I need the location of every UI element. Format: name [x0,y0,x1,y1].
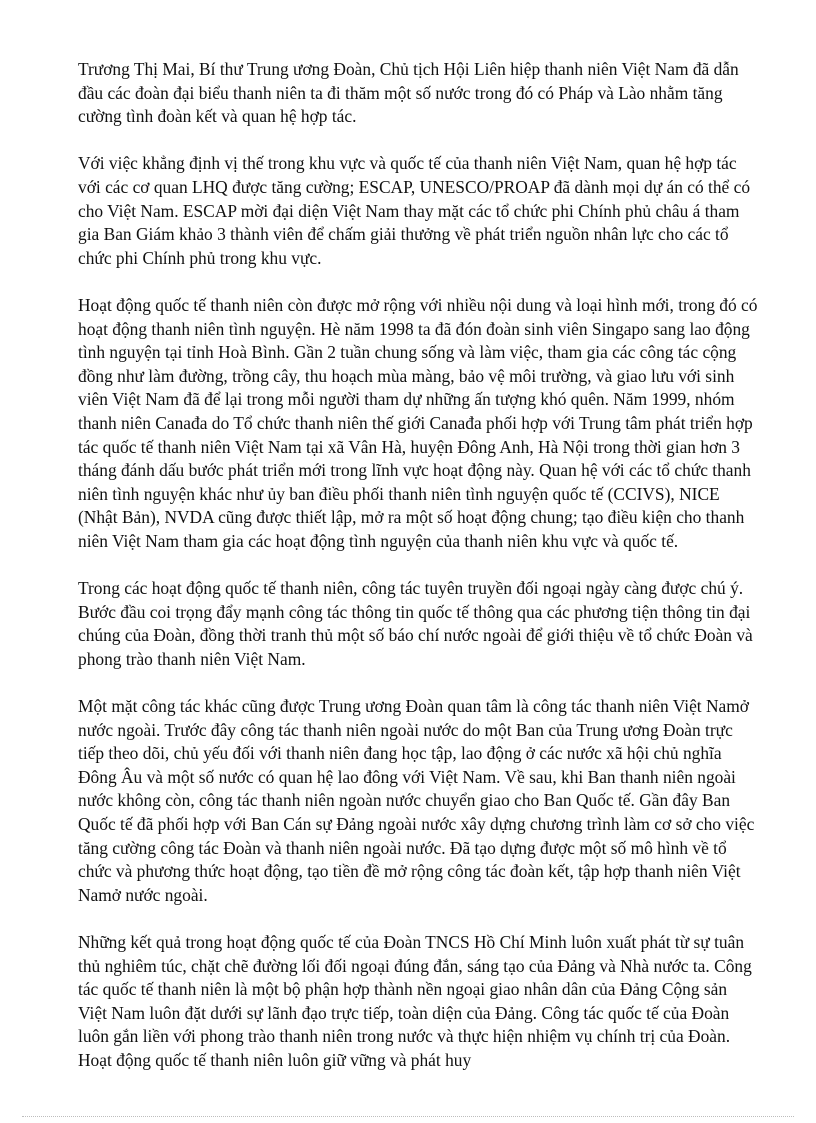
paragraph-1: Trương Thị Mai, Bí thư Trung ương Đoàn, Chủ tịch Hội Liên hiệp thanh niên Việt Nam đã dẫn đầu các đoàn đại biểu thanh niên ta đi thăm một số nước trong đó có Pháp và Lào nhằm tăng cường tình đoàn kết và quan hệ hợp tác. [78,59,739,127]
paragraph-5: Một mặt công tác khác cũng được Trung ương Đoàn quan tâm là công tác thanh niên Việt Namở nước ngoài. Trước đây công tác thanh niên ngoài nước do một Ban của Trung ương Đoàn trực tiếp theo dõi, chủ yếu đối với thanh niên đang học tập, lao động ở các nước xã hội chủ nghĩa Đông Âu và một số nước có quan hệ lao đông với Việt Nam. Về sau, khi Ban thanh niên ngoài nước không còn, công tác thanh niên ngoàn nước chuyển giao cho Ban Quốc tế. Gần đây Ban Quốc tế đã phối hợp với Ban Cán sự Đảng ngoài nước xây dựng chương trình làm cơ sở cho việc tăng cường công tác Đoàn và thanh niên ngoài nước. Đã tạo dựng được một số mô hình về tổ chức và phương thức hoạt động, tạo tiền đề mở rộng công tác đoàn kết, tập hợp thanh niên Việt Namở nước ngoài. [78,696,755,905]
paragraph-6: Những kết quả trong hoạt động quốc tế của Đoàn TNCS Hồ Chí Minh luôn xuất phát từ sự tuân thủ nghiêm túc, chặt chẽ đường lối đối ngoại đúng đắn, sáng tạo của Đảng và Nhà nước ta. Công tác quốc tế thanh niên là một bộ phận hợp thành nền ngoại giao nhân dân của Đảng Cộng sản Việt Nam luôn đặt dưới sự lãnh đạo trực tiếp, toàn diện của Đảng. Công tác quốc tế của Đoàn luôn gắn liền với phong trào thanh niên trong nước và thực hiện nhiệm vụ chính trị của Đoàn. Hoạt động quốc tế thanh niên luôn giữ vững và phát huy [78,931,752,1070]
document-body [78,58,758,1096]
page-bottom-divider [22,1116,794,1117]
paragraph-3: Hoạt động quốc tế thanh niên còn được mở rộng với nhiều nội dung và loại hình mới, trong đó có hoạt động thanh niên tình nguyện. Hè năm 1998 ta đã đón đoàn sinh viên Singapo sang lao động tình nguyện tại tỉnh Hoà Bình. Gần 2 tuần chung sống và làm việc, tham gia các công tác cộng đồng như làm đường, trồng cây, thu hoạch mùa màng, bảo vệ môi trường, và giao lưu với sinh viên Việt Nam đã để lại trong mỗi người tham dự những ấn tượng khó quên. Năm 1999, nhóm thanh niên Canađa do Tổ chức thanh niên thế giới Canađa phối hợp với Trung tâm phát triển hợp tác quốc tế thanh niên Việt Nam tại xã Vân Hà, huyện Đông Anh, Hà Nội trong thời gian hơn 3 tháng đánh dấu bước phát triển mới trong lĩnh vực hoạt động này. Quan hệ với các tổ chức thanh niên tình nguyện khác như ủy ban điều phối thanh niên tình nguyện quốc tế (CCIVS), NICE (Nhật Bản), NVDA cũng được thiết lập, mở ra một số hoạt động chung; tạo điều kiện cho thanh niên Việt Nam tham gia các hoạt động tình nguyện của thanh niên khu vực và quốc tế. [78,294,758,551]
paragraph-4: Trong các hoạt động quốc tế thanh niên, công tác tuyên truyền đối ngoại ngày càng được chú ý. Bước đầu coi trọng đẩy mạnh công tác thông tin quốc tế thông qua các phương tiện thông tin đại chúng của Đoàn, đồng thời tranh thủ một số báo chí nước ngoài để giới thiệu về tổ chức Đoàn và phong trào thanh niên Việt Nam. [78,578,753,669]
paragraph-2: Với việc khẳng định vị thế trong khu vực và quốc tế của thanh niên Việt Nam, quan hệ hợp tác với các cơ quan LHQ được tăng cường; ESCAP, UNESCO/PROAP đã dành mọi dự án có thể có cho Việt Nam. ESCAP mời đại diện Việt Nam thay mặt các tổ chức phi Chính phủ châu á tham gia Ban Giám khảo 3 thành viên để chấm giải thưởng về phát triển nguồn nhân lực cho các tổ chức phi Chính phủ trong khu vực. [78,153,751,268]
